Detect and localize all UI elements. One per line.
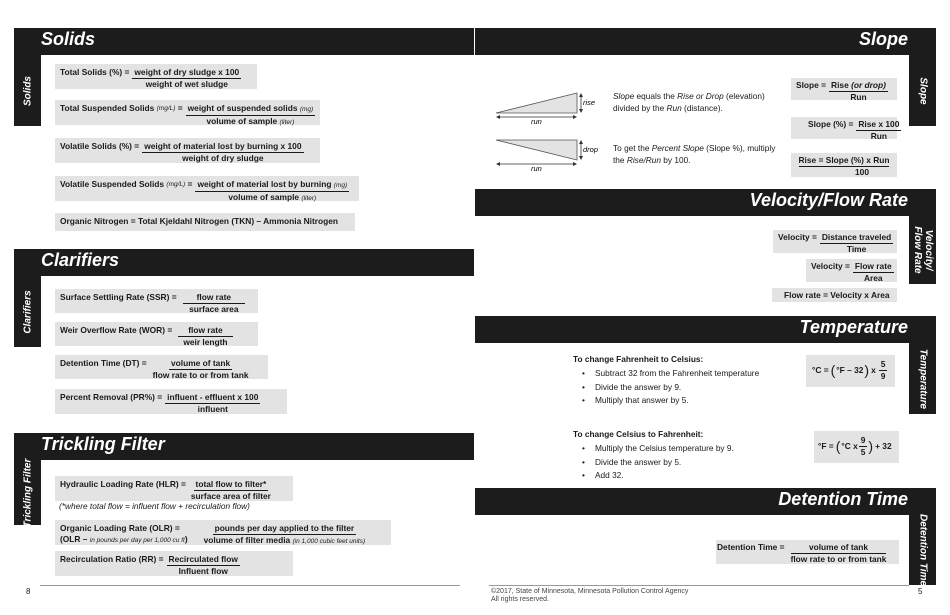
velocity-flow-formula: Velocity = $\frac{\text{Flow rate}}{\text{Area}}$ xyxy=(806,259,897,282)
total-suspended-solids-formula: Total Suspended Solids (mg/L) = $\frac{\text{weight of suspended solids (mg)}}{\text{volume of sample (liter)}}$ xyxy=(55,100,320,125)
right-footer-rule xyxy=(489,585,909,586)
f-to-c-step: • Divide the answer by 9. xyxy=(573,381,793,395)
right-page-number: 5 xyxy=(918,587,923,596)
slope-title: Slope xyxy=(858,29,908,49)
organic-loading-rate-formula: Organic Loading Rate (OLR) = (OLR – in pounds per day per 1,000 cu ft) $\frac{\text{pounds per day applied to the filter}}{\text{volume of filter media (in 1,000 cubic feet units)}}$ xyxy=(55,520,391,545)
detention-time-title: Detention Time xyxy=(778,489,908,509)
rise-arrow-head-top xyxy=(579,93,583,97)
volatile-solids-formula: Volatile Solids (%) = $\frac{\text{weight of material lost by burning x 100}}{\text{weight of dry sludge}}$ xyxy=(55,138,320,163)
detention-time-clarifier-formula: Detention Time (DT) = $\frac{\text{volume of tank}}{\text{flow rate to or from tank}}$ xyxy=(55,355,268,379)
velocity-header-bar xyxy=(475,189,936,216)
drop-arrow-head-top xyxy=(579,140,583,144)
f-to-c-instructions xyxy=(573,353,793,408)
solids-header-bar xyxy=(14,28,474,55)
velocity-title: Velocity/Flow Rate xyxy=(749,190,908,210)
recirculation-ratio-formula: Recirculation Ratio (RR) = $\frac{\text{Recirculated flow}}{\text{Influent flow}}$ xyxy=(55,551,293,576)
run-arrow-1-head-right xyxy=(573,115,577,119)
solids-tab-label: Solids xyxy=(22,75,33,106)
drop-arrow-head-bottom xyxy=(579,156,583,160)
detention-time-side-tab xyxy=(909,515,936,585)
percent-removal-formula: Percent Removal (PR%) = $\frac{\text{influent - effluent x 100}}{\text{influent}}$ xyxy=(55,389,287,414)
detention-time-formula: Detention Time = $\frac{\text{volume of tank}}{\text{flow rate to or from tank}}$ xyxy=(716,540,899,564)
drop-triangle xyxy=(496,140,577,160)
f-to-c-step: • Subtract 32 from the Fahrenheit temperature xyxy=(573,367,793,381)
drop-triangle-diagram xyxy=(493,137,598,173)
run-arrow-2-head-right xyxy=(573,162,577,166)
rise-formula: Rise = Slope (%) x Run 100 xyxy=(791,153,897,177)
drop-label: drop xyxy=(583,145,598,154)
temperature-title: Temperature xyxy=(799,317,908,337)
slope-formula: Slope = $\frac{\text{Rise (or drop)}}{\text{Run}}$ xyxy=(791,78,897,100)
run-label-1: run xyxy=(531,117,542,126)
temperature-tab-label: Temperature xyxy=(917,348,928,409)
slope-percent-formula: Slope (%) = $\frac{\text{Rise x 100}}{\text{Run}}$ xyxy=(791,117,897,139)
trickling-filter-title: Trickling Filter xyxy=(41,434,165,454)
clarifiers-title: Clarifiers xyxy=(41,250,120,270)
slope-header-bar xyxy=(475,28,936,55)
rise-label: rise xyxy=(583,98,596,107)
c-to-f-heading: To change Celsius to Fahrenheit: xyxy=(573,429,704,439)
f-to-c-heading: To change Fahrenheit to Celsius: xyxy=(573,354,704,364)
velocity-distance-formula: Velocity = $\frac{\text{Distance traveled}}{\text{Time}}$ xyxy=(773,230,897,253)
clarifiers-tab-label: Clarifiers xyxy=(22,289,33,334)
weir-overflow-rate-formula: Weir Overflow Rate (WOR) = $\frac{\text{flow rate}}{\text{weir length}}$ xyxy=(55,322,258,346)
rise-triangle xyxy=(496,93,577,113)
velocity-side-tab xyxy=(909,216,936,284)
run-arrow-2-head-left xyxy=(496,162,500,166)
clarifiers-side-tab xyxy=(14,276,41,347)
rise-triangle-diagram xyxy=(493,90,598,126)
solids-side-tab xyxy=(14,55,41,126)
copyright-line-2: All rights reserved. xyxy=(491,596,549,603)
c-to-f-step: • Add 32. xyxy=(573,469,793,483)
trickling-filter-tab-label: Trickling Filter xyxy=(22,458,33,527)
slope-description-2: To get the Percent Slope (Slope %), multiply the Rise/Run by 100. xyxy=(613,143,776,165)
c-to-f-instructions xyxy=(573,428,793,483)
run-arrow-1-head-left xyxy=(496,115,500,119)
f-to-c-step: • Multiply that answer by 5. xyxy=(573,394,793,408)
left-page-number: 8 xyxy=(26,587,31,596)
hlr-note: (*where total flow = influent flow + recirculation flow) xyxy=(59,501,250,511)
velocity-tab-label: Velocity/ Flow Rate xyxy=(911,226,934,274)
trickling-filter-side-tab xyxy=(14,460,41,525)
total-solids-formula: Total Solids (%) = $\frac{\text{weight of dry sludge x 100}}{\text{weight of wet sludge}}$ xyxy=(55,64,257,89)
temperature-side-tab xyxy=(909,343,936,414)
surface-settling-rate-formula: Surface Settling Rate (SSR) = $\frac{\text{flow rate}}{\text{surface area}}$ xyxy=(55,289,258,313)
left-footer-rule xyxy=(40,585,460,586)
solids-title: Solids xyxy=(41,29,96,49)
flow-rate-formula: Flow rate = Velocity x Area xyxy=(772,288,897,302)
hydraulic-loading-rate-formula: Hydraulic Loading Rate (HLR) = $\frac{\text{total flow to filter*}}{\text{surface area of filter}}$ xyxy=(55,476,293,501)
detention-time-header-bar xyxy=(475,488,936,515)
volatile-suspended-solids-formula: Volatile Suspended Solids (mg/L) = $\frac{\text{weight of material lost by burning (mg)}}{\text{volume of sample (liter)}}$ xyxy=(55,176,359,201)
copyright-line-1: ©2017, State of Minnesota, Minnesota Pollution Control Agency xyxy=(491,588,689,595)
slope-side-tab xyxy=(909,55,936,126)
c-to-f-step: • Divide the answer by 5. xyxy=(573,456,793,470)
c-to-f-step: • Multiply the Celsius temperature by 9. xyxy=(573,442,793,456)
detention-time-tab-label: Detention Time xyxy=(917,513,928,587)
clarifiers-header-bar xyxy=(14,249,474,276)
rise-arrow-head-bottom xyxy=(579,109,583,113)
slope-description-1: Slope equals the Rise or Drop (elevation) divided by the Run (distance). xyxy=(613,91,765,113)
temperature-header-bar xyxy=(475,316,936,343)
fahrenheit-formula: °F = ( °C x $\frac{9}{5}$ ) + 32 xyxy=(814,431,899,463)
trickling-filter-header-bar xyxy=(14,433,474,460)
organic-nitrogen-formula: Organic Nitrogen = Total Kjeldahl Nitrogen (TKN) – Ammonia Nitrogen xyxy=(55,213,355,231)
slope-tab-label: Slope xyxy=(917,76,928,105)
celsius-formula: °C = ( °F – 32 ) x $\frac{5}{9}$ xyxy=(806,355,895,387)
run-label-2: run xyxy=(531,164,542,173)
